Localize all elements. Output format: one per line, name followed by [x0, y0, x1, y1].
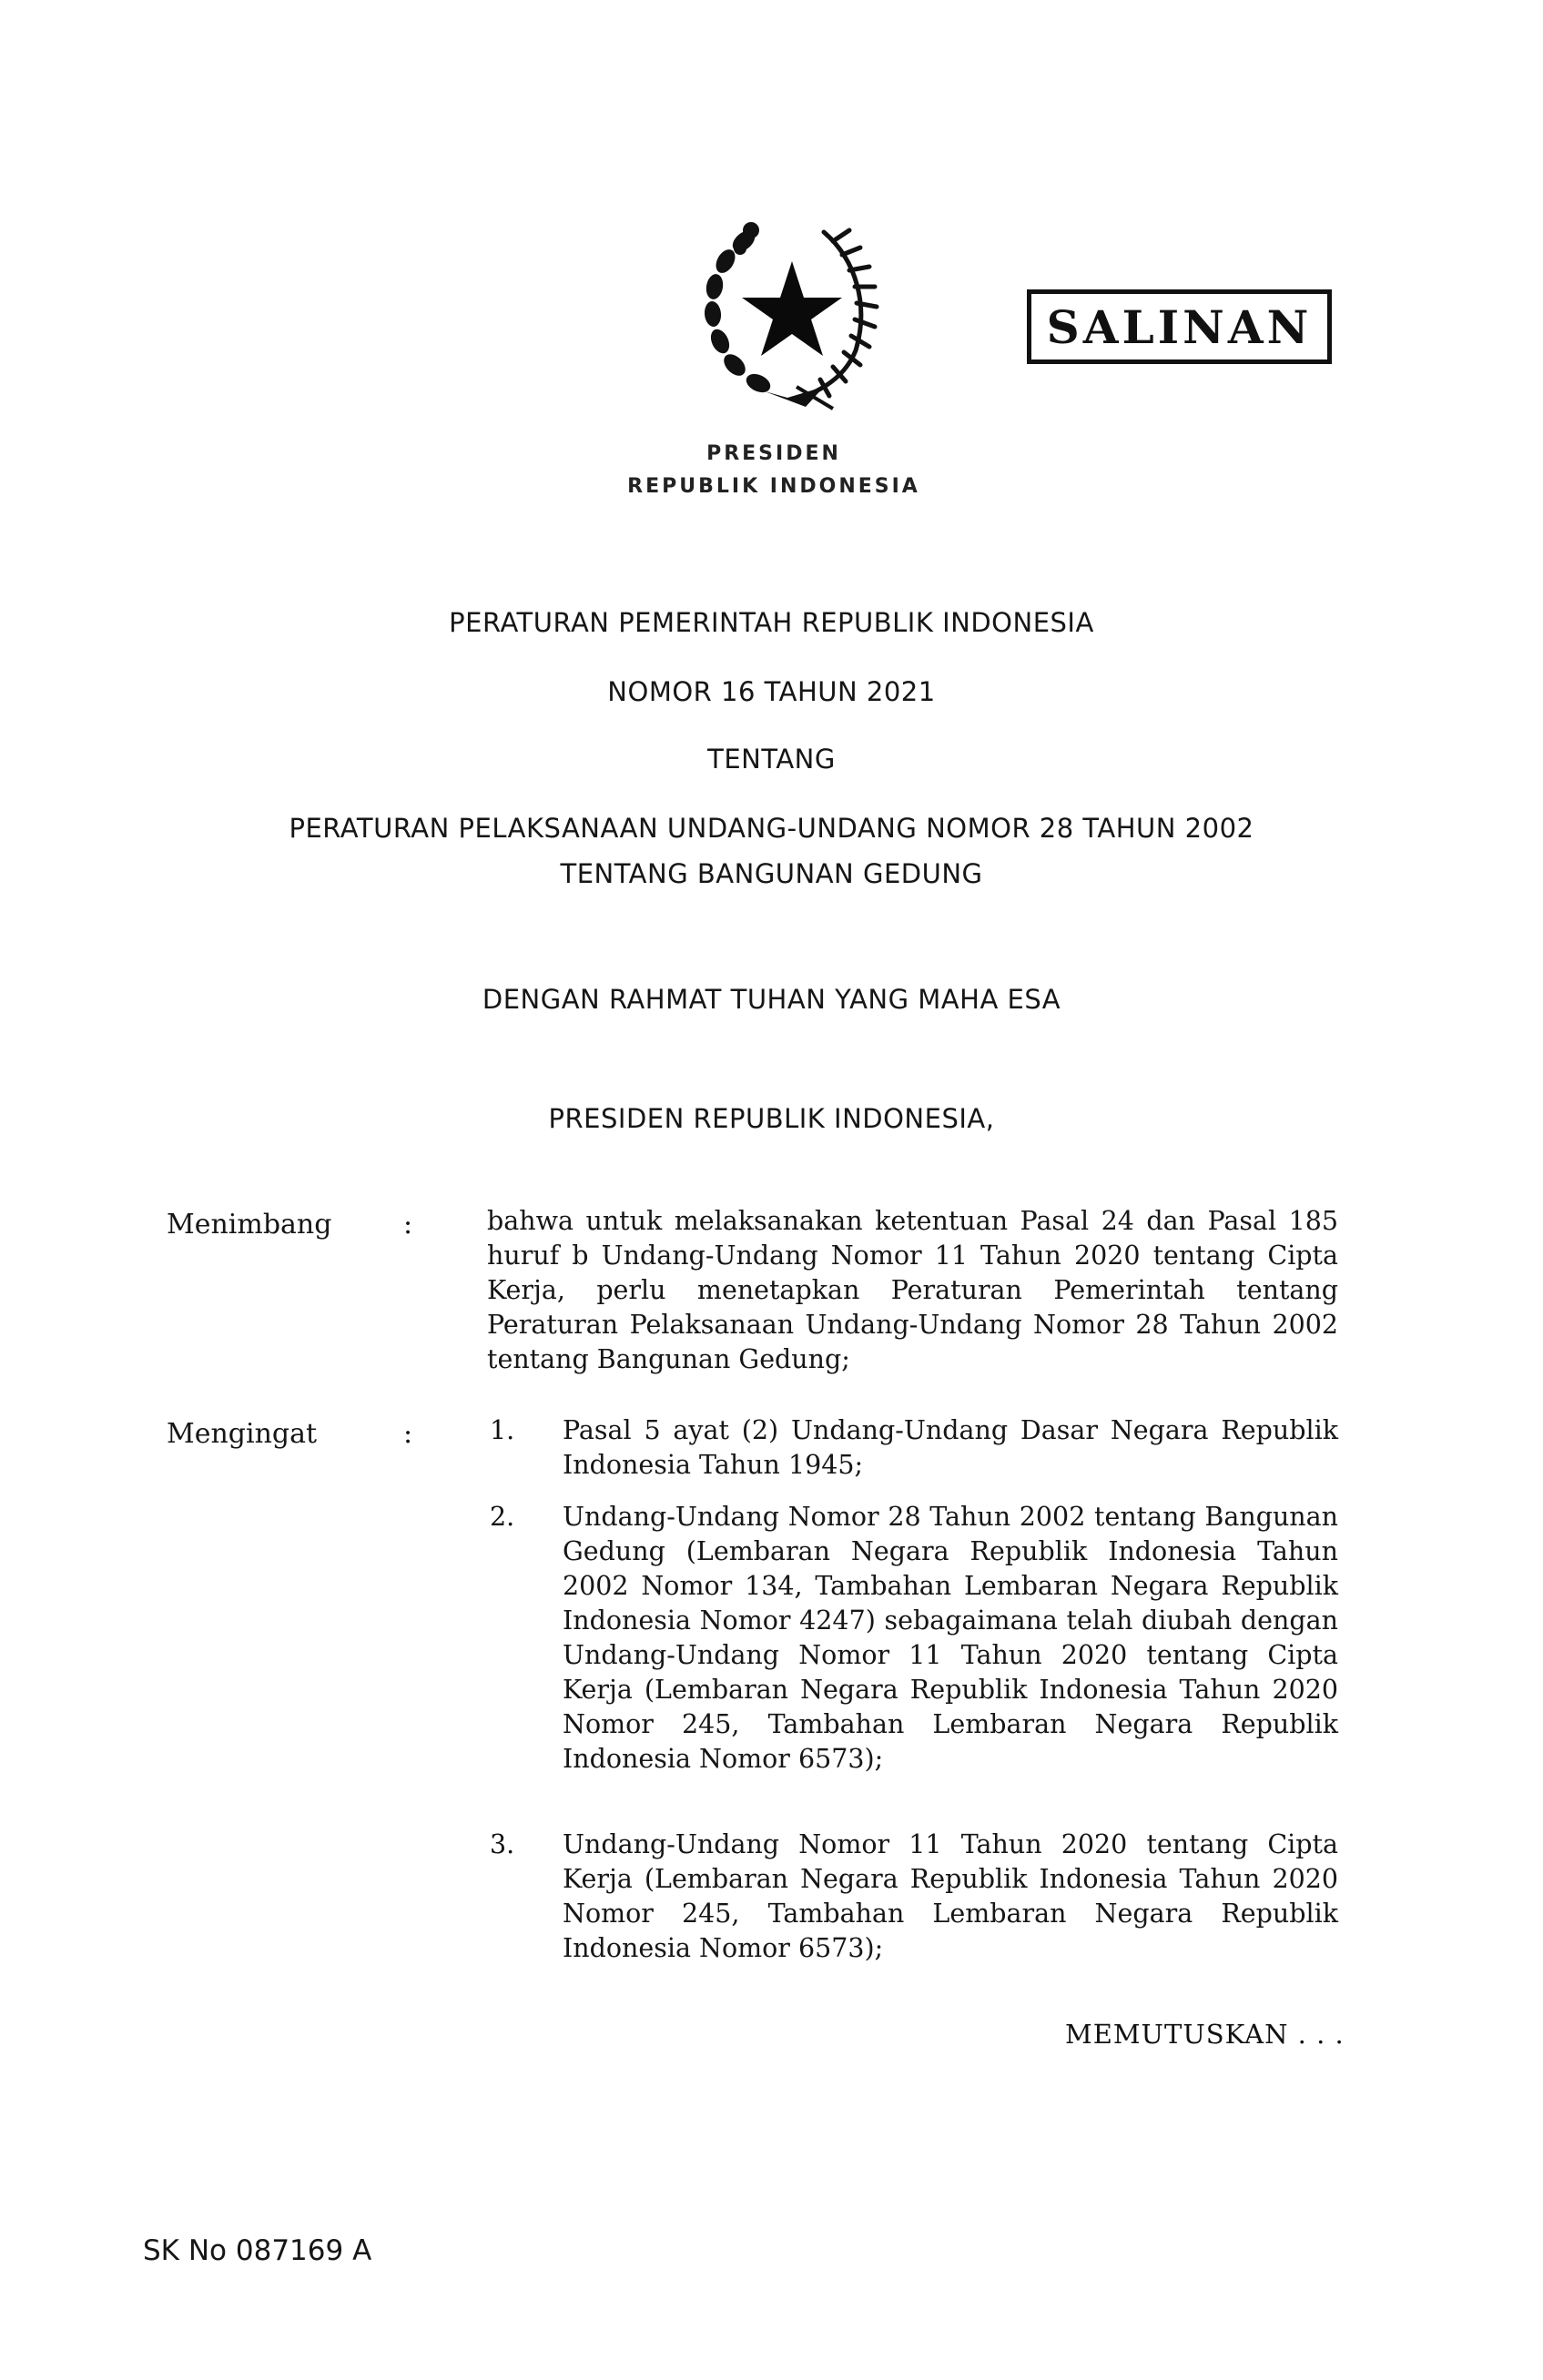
- tentang-label: TENTANG: [707, 744, 836, 775]
- mengingat-label: Mengingat: [167, 1418, 318, 1450]
- issuer: PRESIDEN REPUBLIK INDONESIA,: [548, 1103, 995, 1134]
- subject-line-2: TENTANG BANGUNAN GEDUNG: [560, 858, 983, 889]
- mengingat-item-number: 3.: [490, 1829, 515, 1859]
- continuation-marker: MEMUTUSKAN . . .: [1065, 2019, 1345, 2050]
- menimbang-colon: :: [403, 1209, 413, 1241]
- sk-number: SK No 087169 A: [143, 2234, 372, 2267]
- mengingat-item-number: 1.: [490, 1415, 515, 1445]
- regulation-number: NOMOR 16 TAHUN 2021: [607, 676, 936, 707]
- mengingat-item-number: 2.: [490, 1502, 515, 1532]
- subject-line-1: PERATURAN PELAKSANAAN UNDANG-UNDANG NOMOR 28 TAHUN 2002: [289, 813, 1254, 844]
- mengingat-item-text: Undang-Undang Nomor 11 Tahun 2020 tentang Cipta Kerja (Lembaran Negara Republik Indonesia Tahun 2020 Nomor 245, Tambahan Lembaran Negara Republik Indonesia Nomor 6573);: [563, 1829, 1338, 1963]
- garuda-star-emblem-icon: [687, 205, 897, 414]
- invocation: DENGAN RAHMAT TUHAN YANG MAHA ESA: [482, 984, 1061, 1015]
- menimbang-text: bahwa untuk melaksanakan ketentuan Pasal 24 dan Pasal 185 huruf b Undang-Undang Nomor 11 Tahun 2020 tentang Cipta Kerja, perlu menetapkan Peraturan Pemerintah tentang Peraturan Pelaksanaan Undang-Undang Nomor 28 Tahun 2002 tentang Bangunan Gedung;: [487, 1206, 1338, 1374]
- salinan-stamp: SALINAN: [1027, 289, 1332, 364]
- mengingat-colon: :: [403, 1418, 413, 1450]
- regulation-title: PERATURAN PEMERINTAH REPUBLIK INDONESIA: [449, 607, 1094, 638]
- emblem-caption-line1: PRESIDEN: [706, 442, 841, 465]
- menimbang-label: Menimbang: [167, 1209, 332, 1241]
- mengingat-item-text: Pasal 5 ayat (2) Undang-Undang Dasar Negara Republik Indonesia Tahun 1945;: [563, 1415, 1338, 1480]
- mengingat-item-text: Undang-Undang Nomor 28 Tahun 2002 tentang Bangunan Gedung (Lembaran Negara Republik Indonesia Tahun 2002 Nomor 134, Tambahan Lembaran Negara Republik Indonesia Nomor 4247) sebagaimana telah diubah dengan Undang-Undang Nomor 11 Tahun 2020 tentang Cipta Kerja (Lembaran Negara Republik Indonesia Tahun 2020 Nomor 245, Tambahan Lembaran Negara Republik Indonesia Nomor 6573);: [563, 1502, 1338, 1774]
- emblem-caption-line2: REPUBLIK INDONESIA: [627, 475, 920, 498]
